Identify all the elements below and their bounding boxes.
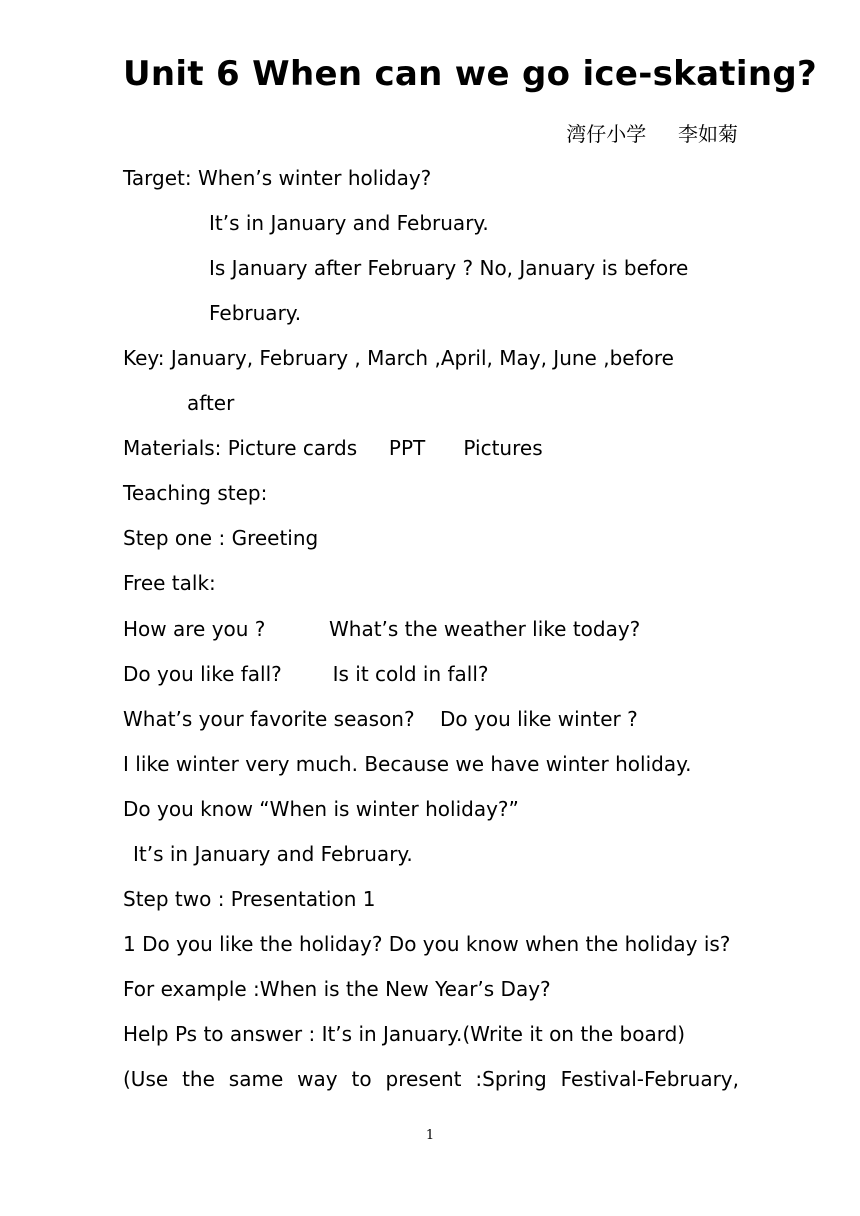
text-line-key: Key: January, February , March ,April, May, June ,before	[123, 346, 674, 370]
text-line: Is January after February ? No, January is before	[209, 256, 689, 280]
text-line-target: Target: When’s winter holiday?	[123, 166, 432, 190]
text-line: It’s in January and February.	[209, 211, 489, 235]
text-line: What’s your favorite season? Do you like winter ?	[123, 707, 638, 731]
author-line: 湾仔小学 李如菊	[566, 122, 738, 146]
text-line-free-talk: Free talk:	[123, 571, 216, 595]
text-line: Do you know “When is winter holiday?”	[123, 797, 519, 821]
text-line: (Use the same way to present :Spring Festival-February,	[123, 1067, 739, 1091]
text-line: For example :When is the New Year’s Day?	[123, 977, 551, 1001]
page-number: 1	[425, 1128, 435, 1143]
document-title: Unit 6 When can we go ice-skating?	[123, 54, 817, 94]
text-line: February.	[209, 301, 302, 325]
text-line: How are you ? What’s the weather like today?	[123, 617, 641, 641]
text-line: I like winter very much. Because we have winter holiday.	[123, 752, 692, 776]
text-line: 1 Do you like the holiday? Do you know when the holiday is?	[123, 932, 731, 956]
text-line: Do you like fall? Is it cold in fall?	[123, 662, 489, 686]
text-line: Help Ps to answer : It’s in January.(Write it on the board)	[123, 1022, 686, 1046]
text-line-materials: Materials: Picture cards PPT Pictures	[123, 436, 543, 460]
text-line-step-one: Step one : Greeting	[123, 526, 319, 550]
text-line-teaching-step: Teaching step:	[123, 481, 268, 505]
text-line-step-two: Step two : Presentation 1	[123, 887, 376, 911]
text-line: after	[187, 391, 235, 415]
text-line: It’s in January and February.	[133, 842, 413, 866]
